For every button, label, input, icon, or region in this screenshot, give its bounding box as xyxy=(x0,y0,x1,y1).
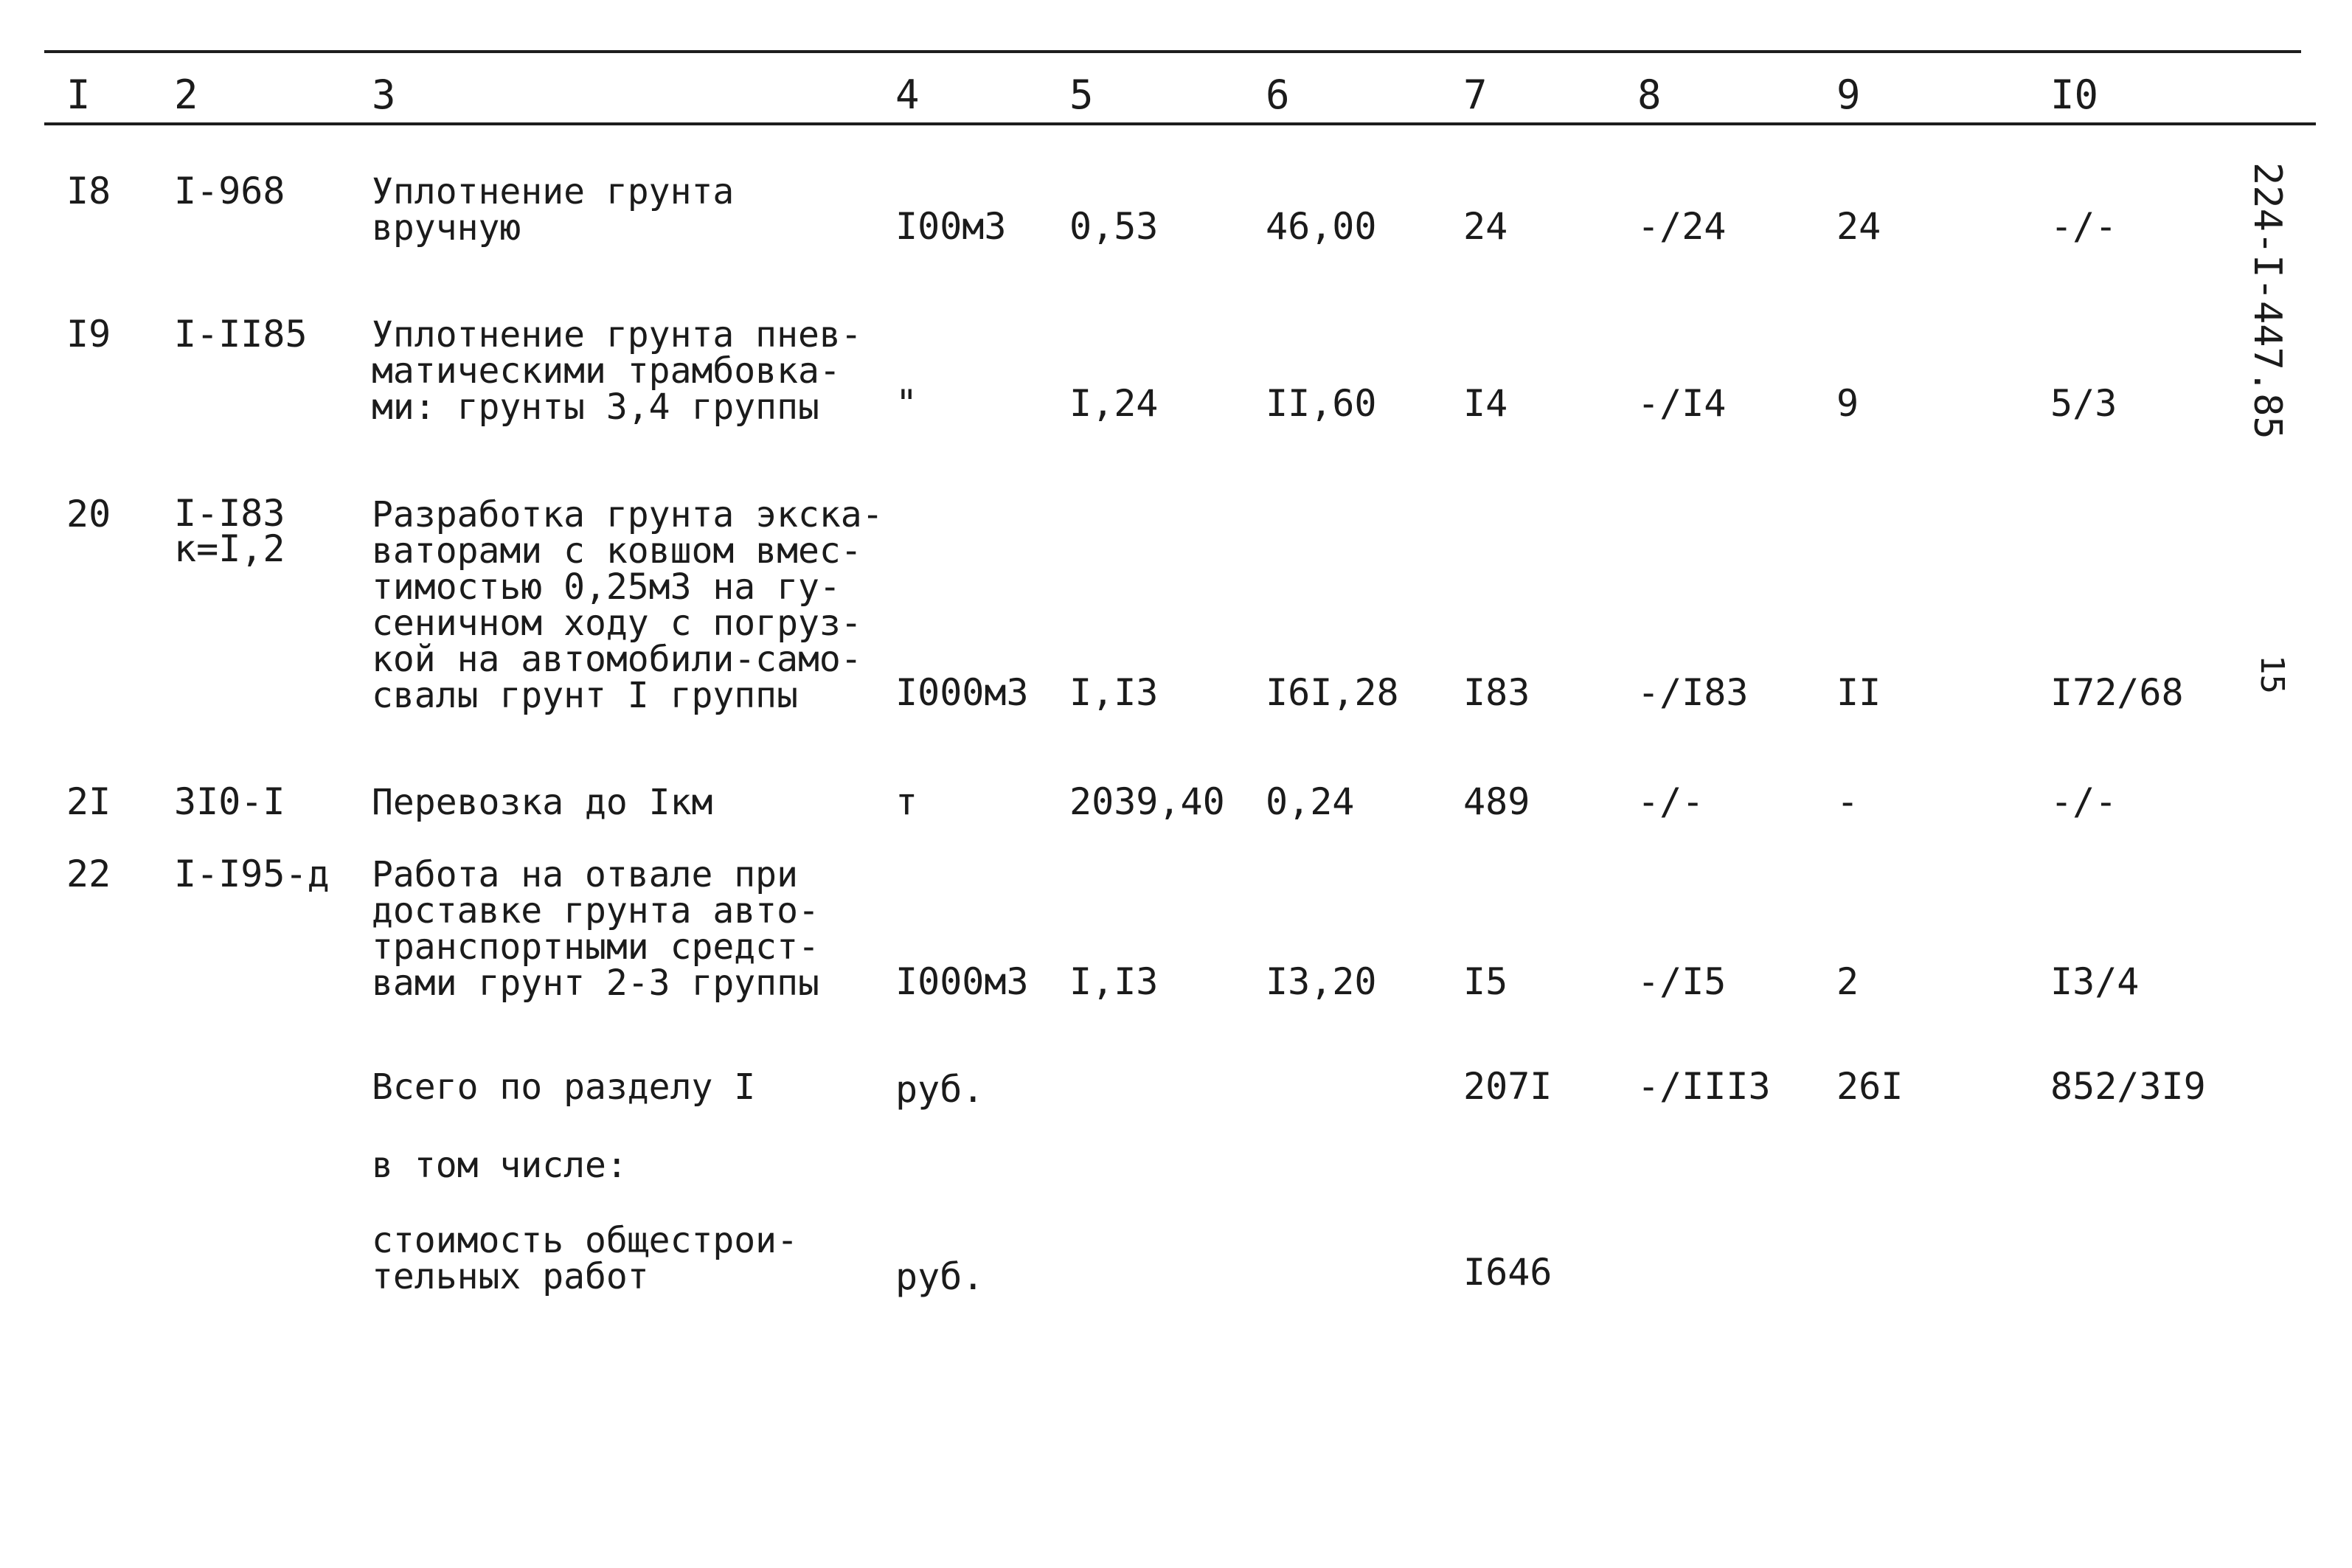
section-total-unit: руб. xyxy=(895,1068,985,1111)
row-description: Перевозка до Iкм xyxy=(372,782,713,823)
row-col10: I3/4 xyxy=(2050,960,2140,1003)
row-code: I-I95-д xyxy=(174,853,330,895)
row-total: I83 xyxy=(1463,671,1530,714)
column-header-5: 5 xyxy=(1069,72,1094,118)
row-col10: 5/3 xyxy=(2050,382,2117,425)
row-col8: -/24 xyxy=(1637,205,1727,248)
row-unit-price: I3,20 xyxy=(1266,960,1377,1003)
row-col8: -/I5 xyxy=(1637,960,1727,1003)
row-unit-price: I6I,28 xyxy=(1266,671,1399,714)
row-code: I-II85 xyxy=(174,313,308,355)
including-label: в том числе: xyxy=(372,1145,628,1186)
column-header-7: 7 xyxy=(1463,72,1488,118)
row-number: 2I xyxy=(66,780,111,823)
document-code: 224-I-447.85 xyxy=(2245,162,2289,440)
row-description: Уплотнение грунта пнев- матическими трамбовка- ми: грунты 3,4 группы xyxy=(372,314,862,428)
row-unit: I000м3 xyxy=(895,960,1029,1003)
row-col8: -/- xyxy=(1637,780,1704,823)
general-construction-unit: руб. xyxy=(895,1255,985,1298)
row-col10: -/- xyxy=(2050,780,2117,823)
header-rule xyxy=(44,122,2316,125)
section-total-col7: 207I xyxy=(1463,1065,1553,1108)
row-col9: 2 xyxy=(1836,960,1859,1003)
row-quantity: 2039,40 xyxy=(1069,780,1225,823)
row-unit-price: 46,00 xyxy=(1266,205,1377,248)
row-total: I4 xyxy=(1463,382,1508,425)
column-header-6: 6 xyxy=(1266,72,1290,118)
row-col8: -/I83 xyxy=(1637,671,1749,714)
row-unit: I000м3 xyxy=(895,671,1029,714)
column-header-1: I xyxy=(66,72,91,118)
row-col9: 9 xyxy=(1836,382,1859,425)
section-total-label: Всего по разделу I xyxy=(372,1066,756,1108)
column-header-10: I0 xyxy=(2050,72,2099,118)
row-unit: т xyxy=(895,780,918,823)
row-unit: " xyxy=(895,382,918,425)
general-construction-label: стоимость общестрои- тельных работ xyxy=(372,1220,798,1297)
row-number: 22 xyxy=(66,853,111,895)
row-quantity: 0,53 xyxy=(1069,205,1159,248)
row-unit-price: II,60 xyxy=(1266,382,1377,425)
column-header-2: 2 xyxy=(174,72,198,118)
column-header-4: 4 xyxy=(895,72,920,118)
row-number: 20 xyxy=(66,493,111,535)
row-total: 489 xyxy=(1463,780,1530,823)
page-number: 15 xyxy=(2253,655,2291,694)
row-quantity: I,24 xyxy=(1069,382,1159,425)
row-col10: -/- xyxy=(2050,205,2117,248)
row-col10: I72/68 xyxy=(2050,671,2184,714)
column-header-9: 9 xyxy=(1836,72,1861,118)
row-col9: 24 xyxy=(1836,205,1881,248)
row-description: Работа на отвале при доставке грунта авто- транспортными средст- вами грунт 2-3 группы xyxy=(372,854,819,1004)
row-unit: I00м3 xyxy=(895,205,1007,248)
row-number: I8 xyxy=(66,170,111,212)
row-description: Уплотнение грунта вручную xyxy=(372,171,735,249)
row-code: I-968 xyxy=(174,170,285,212)
row-total: 24 xyxy=(1463,205,1508,248)
column-header-3: 3 xyxy=(372,72,396,118)
row-quantity: I,I3 xyxy=(1069,671,1159,714)
section-total-col10: 852/3I9 xyxy=(2050,1065,2206,1108)
row-number: I9 xyxy=(66,313,111,355)
row-col8: -/I4 xyxy=(1637,382,1727,425)
row-col9: - xyxy=(1836,780,1859,823)
row-quantity: I,I3 xyxy=(1069,960,1159,1003)
row-code: I-I83 к=I,2 xyxy=(174,492,285,570)
column-header-8: 8 xyxy=(1637,72,1662,118)
general-construction-col7: I646 xyxy=(1463,1251,1553,1294)
top-rule xyxy=(44,50,2301,53)
row-description: Разработка грунта экска- ваторами с ковшом вмес- тимостью 0,25м3 на гу- сеничном ходу с погруз- кой на автомобили-само- свалы грунт I группы xyxy=(372,494,884,716)
section-total-col9: 26I xyxy=(1836,1065,1904,1108)
row-code: 3I0-I xyxy=(174,780,285,823)
section-total-col8: -/III3 xyxy=(1637,1065,1771,1108)
row-col9: II xyxy=(1836,671,1881,714)
row-total: I5 xyxy=(1463,960,1508,1003)
row-unit-price: 0,24 xyxy=(1266,780,1355,823)
